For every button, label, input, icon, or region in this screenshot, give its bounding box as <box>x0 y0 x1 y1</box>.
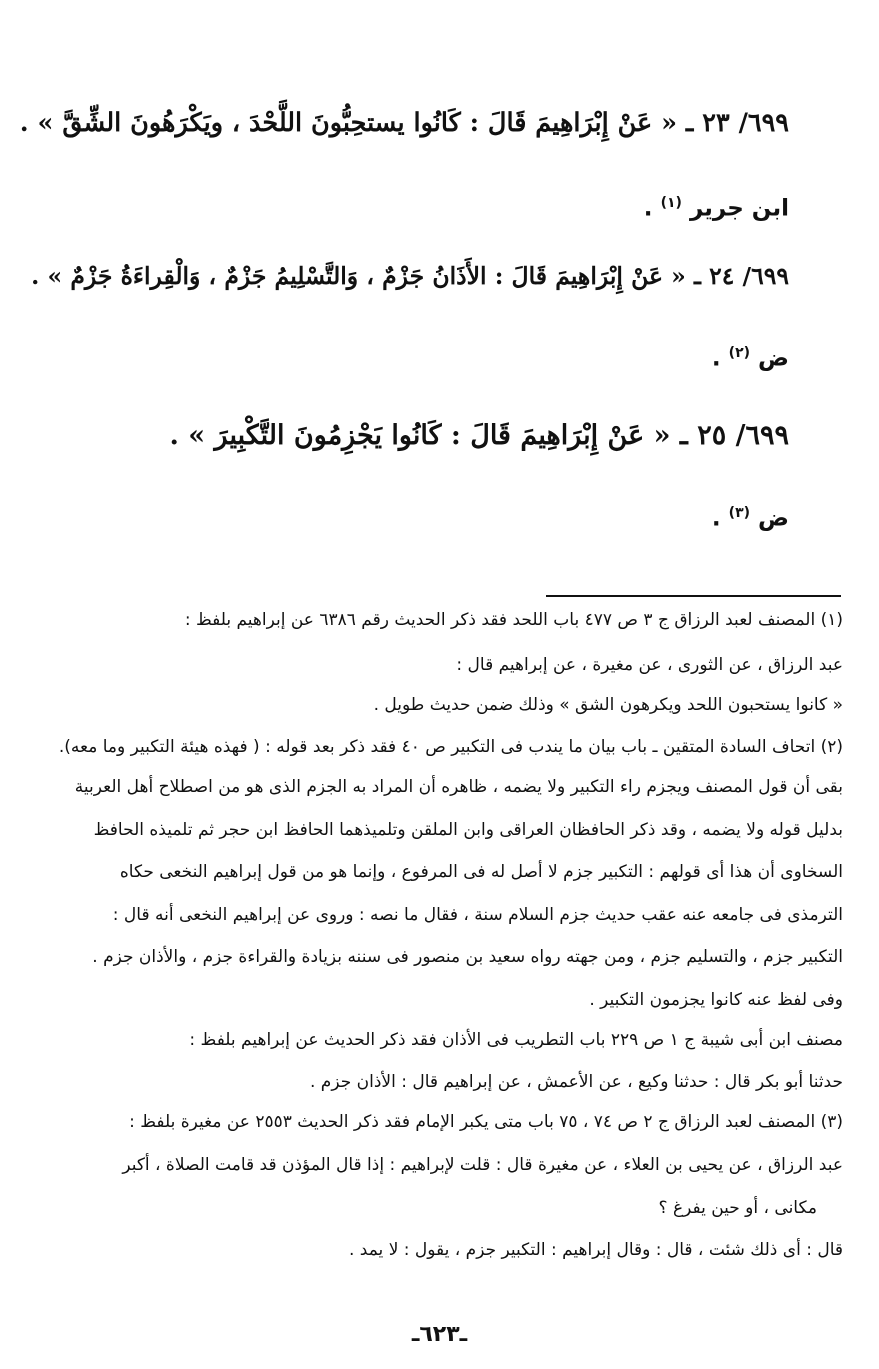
footnote-line: بقى أن قول المصنف ويجزم راء التكبير ولا يضمه ، ظاهره أن المراد به الجزم الذى هو من اصطلاح أهل العربية <box>74 777 843 797</box>
source-line-25 <box>712 505 789 532</box>
footnote-line: قال : أى ذلك شئت ، قال : وقال إبراهيم : التكبير جزم ، يقول : لا يمد . <box>349 1240 843 1260</box>
entry-text: ـ « عَنْ إِبْرَاهِيمَ قَالَ : كَانُوا يَجْزِمُونَ التَّكْبِيرَ » . <box>169 420 688 451</box>
source-name: ض <box>758 505 789 532</box>
page-number: ـ٦٢٣ـ <box>411 1322 468 1347</box>
hadith-entry-25 <box>169 420 789 451</box>
source-line-24 <box>712 345 789 372</box>
footnote-ref: (٢) <box>728 345 751 361</box>
footnote-line: (٣) المصنف لعبد الرزاق ج ٢ ص ٧٤ ، ٧٥ باب متى يكبر الإمام فقد ذكر الحديث ٢٥٥٣ عن مغيرة بلفظ : <box>129 1112 843 1132</box>
footnote-separator <box>546 595 841 597</box>
hadith-entry-24 <box>31 262 789 290</box>
footnote-ref: (١) <box>660 195 682 211</box>
footnote-line: عبد الرزاق ، عن يحيى بن العلاء ، عن مغيرة قال : قلت لإبراهيم : إذا قال المؤذن قد قامت الصلاة ، أكبر <box>122 1155 843 1175</box>
footnote-line: السخاوى أن هذا أى قولهم : التكبير جزم لا أصل له فى المرفوع ، وإنما هو من قول إبراهيم النخعى حكاه <box>119 862 843 882</box>
footnote-line: التكبير جزم ، والتسليم جزم ، ومن جهته رواه سعيد بن منصور فى سننه بزيادة والقراءة جزم ، والأذان جزم . <box>92 947 843 967</box>
source-end: . <box>711 345 721 372</box>
footnote-line: مكانى ، أو حين يفرغ ؟ <box>658 1198 817 1218</box>
source-end: . <box>711 505 721 532</box>
footnote-line: وفى لفظ عنه كانوا يجزمون التكبير . <box>589 990 843 1010</box>
entry-number: ٦٩٩/ ٢٥ <box>697 420 789 451</box>
footnote-line: (١) المصنف لعبد الرزاق ج ٣ ص ٤٧٧ باب اللحد فقد ذكر الحديث رقم ٦٣٨٦ عن إبراهيم بلفظ : <box>184 610 843 630</box>
entry-text: ـ « عَنْ إِبْرَاهِيمَ قَالَ : كَانُوا يستحِبُّونَ اللَّحْدَ ، ويَكْرَهُونَ الشِّقَّ » . <box>19 108 694 138</box>
entry-number: ٦٩٩/ ٢٤ <box>709 262 789 290</box>
footnote-line: حدثنا أبو بكر قال : حدثنا وكيع ، عن الأعمش ، عن إبراهيم قال : الأذان جزم . <box>310 1072 843 1092</box>
footnote-line: (٢) اتحاف السادة المتقين ـ باب بيان ما يندب فى التكبير ص ٤٠ فقد ذكر بعد قوله : ( فهذه هيئة التكبير وما معه). <box>58 737 843 757</box>
footnote-line: الترمذى فى جامعه عنه عقب حديث جزم السلام سنة ، فقال ما نصه : وروى عن إبراهيم النخعى أنه قال : <box>112 905 843 925</box>
entry-text: ـ « عَنْ إِبْرَاهِيمَ قَالَ : الأَذَانُ جَزْمٌ ، وَالتَّسْلِيمُ جَزْمٌ ، وَالْقِراءَةُ جَزْمٌ » . <box>31 262 701 290</box>
source-name: ابن جرير <box>689 195 789 222</box>
footnote-line: مصنف ابن أبى شيبة ج ١ ص ٢٢٩ باب التطريب فى الأذان فقد ذكر الحديث عن إبراهيم بلفظ : <box>189 1030 843 1050</box>
footnote-line: بدليل قوله ولا يضمه ، وقد ذكر الحافظان العراقى وابن الملقن وتلميذهما الحافظ ابن حجر ثم تلميذه الحافظ <box>93 820 843 840</box>
footnote-ref: (٣) <box>728 505 751 521</box>
footnote-line: عبد الرزاق ، عن الثورى ، عن مغيرة ، عن إبراهيم قال : <box>456 655 843 675</box>
entry-number: ٦٩٩/ ٢٣ <box>702 108 789 138</box>
source-name: ض <box>758 345 789 372</box>
source-line-23 <box>644 195 789 222</box>
source-end: . <box>643 195 653 222</box>
footnote-line: « كانوا يستحبون اللحد ويكرهون الشق » وذلك ضمن حديث طويل . <box>373 695 843 715</box>
hadith-entry-23 <box>20 108 789 138</box>
